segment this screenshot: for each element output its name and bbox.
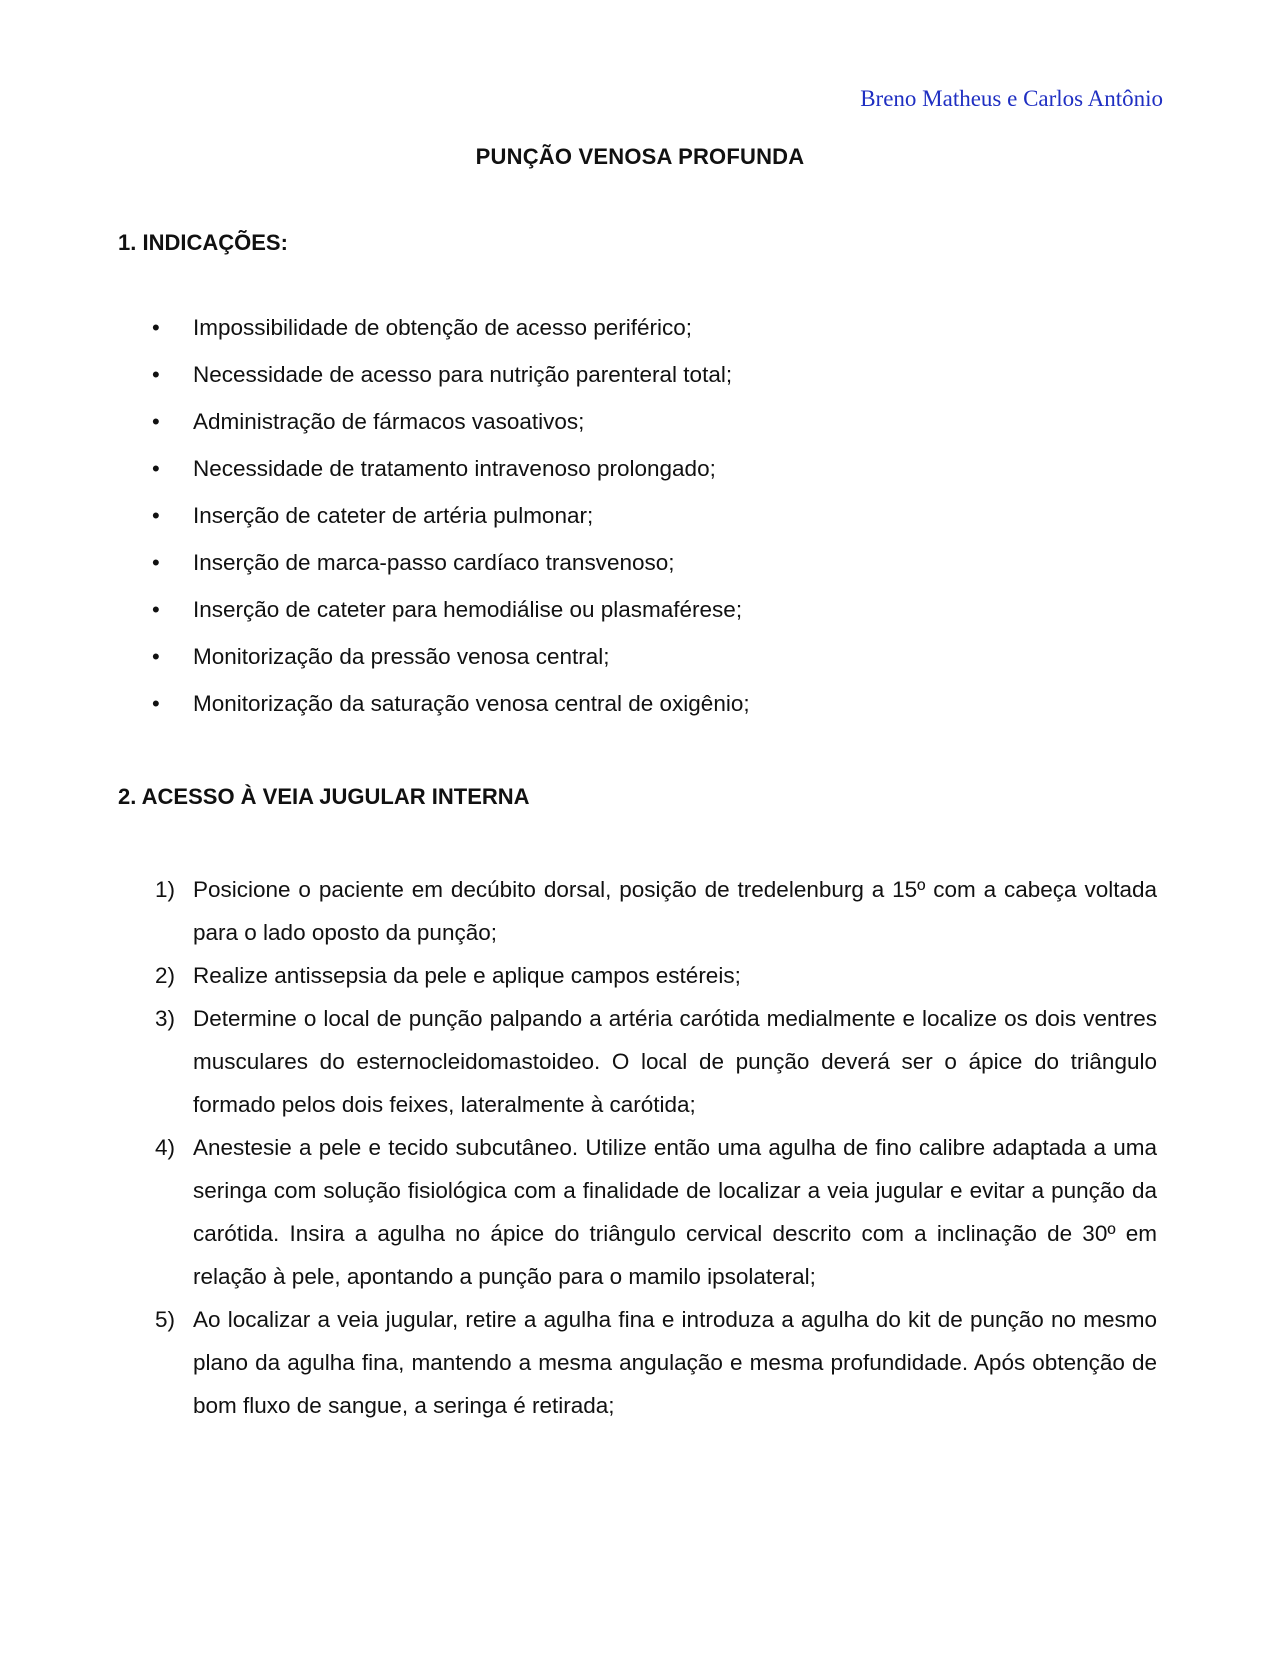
list-item [0,644,1280,691]
step-text: Determine o local de punção palpando a artéria carótida medialmente e localize os dois ventres musculares do esternocleidomastoideo. O local de punção deverá ser o ápice do triângulo formado pelos dois feixes, lateralmente à carótida; [193,1006,1157,1117]
procedure-step [0,1126,1280,1298]
bullet-icon: • [152,597,160,622]
bullet-icon: • [152,362,160,387]
procedure-steps-list [0,868,1280,1427]
list-item-text: Inserção de cateter para hemodiálise ou plasmaférese; [193,597,743,622]
bullet-icon: • [152,644,160,669]
bullet-icon: • [152,315,160,340]
authors-line: Breno Matheus e Carlos Antônio [860,86,1163,111]
step-number: 3) [155,1006,176,1031]
step-number: 4) [155,1135,176,1160]
list-item [0,503,1280,550]
list-item [0,691,1280,738]
step-text: Anestesie a pele e tecido subcutâneo. Utilize então uma agulha de fino calibre adaptada a uma seringa com solução fisiológica com a finalidade de localizar a veia jugular e evitar a punção da carótida. Insira a agulha no ápice do triângulo cervical descrito com a inclinação de 30º em relação à pele, apontando a punção para o mamilo ipsolateral; [193,1135,1157,1289]
step-text: Realize antissepsia da pele e aplique campos estéreis; [193,963,741,988]
list-item [0,456,1280,503]
document-title: PUNÇÃO VENOSA PROFUNDA [475,144,805,169]
step-number: 5) [155,1307,176,1332]
procedure-step [0,868,1280,954]
step-text: Posicione o paciente em decúbito dorsal, posição de tredelenburg a 15º com a cabeça voltada para o lado oposto da punção; [193,877,1157,945]
list-item-text: Monitorização da saturação venosa central de oxigênio; [193,691,750,716]
indications-list [0,315,1280,738]
procedure-step [0,954,1280,997]
bullet-icon: • [152,503,160,528]
list-item-text: Inserção de marca-passo cardíaco transvenoso; [193,550,675,575]
procedure-step [0,997,1280,1126]
bullet-icon: • [152,456,160,481]
bullet-icon: • [152,550,160,575]
list-item [0,409,1280,456]
section-heading-indications: 1. INDICAÇÕES: [118,230,288,255]
section-heading-jugular-access: 2. ACESSO À VEIA JUGULAR INTERNA [118,784,530,809]
list-item [0,315,1280,362]
list-item-text: Necessidade de acesso para nutrição parenteral total; [193,362,733,387]
list-item [0,362,1280,409]
bullet-icon: • [152,691,160,716]
step-number: 1) [155,877,176,902]
list-item [0,597,1280,644]
list-item [0,550,1280,597]
list-item-text: Monitorização da pressão venosa central; [193,644,610,669]
step-number: 2) [155,963,176,988]
list-item-text: Impossibilidade de obtenção de acesso periférico; [193,315,693,340]
step-text: Ao localizar a veia jugular, retire a agulha fina e introduza a agulha do kit de punção no mesmo plano da agulha fina, mantendo a mesma angulação e mesma profundidade. Após obtenção de bom fluxo de sangue, a seringa é retirada; [193,1307,1157,1418]
procedure-step [0,1298,1280,1427]
list-item-text: Administração de fármacos vasoativos; [193,409,585,434]
list-item-text: Inserção de cateter de artéria pulmonar; [193,503,594,528]
list-item-text: Necessidade de tratamento intravenoso prolongado; [193,456,716,481]
bullet-icon: • [152,409,160,434]
